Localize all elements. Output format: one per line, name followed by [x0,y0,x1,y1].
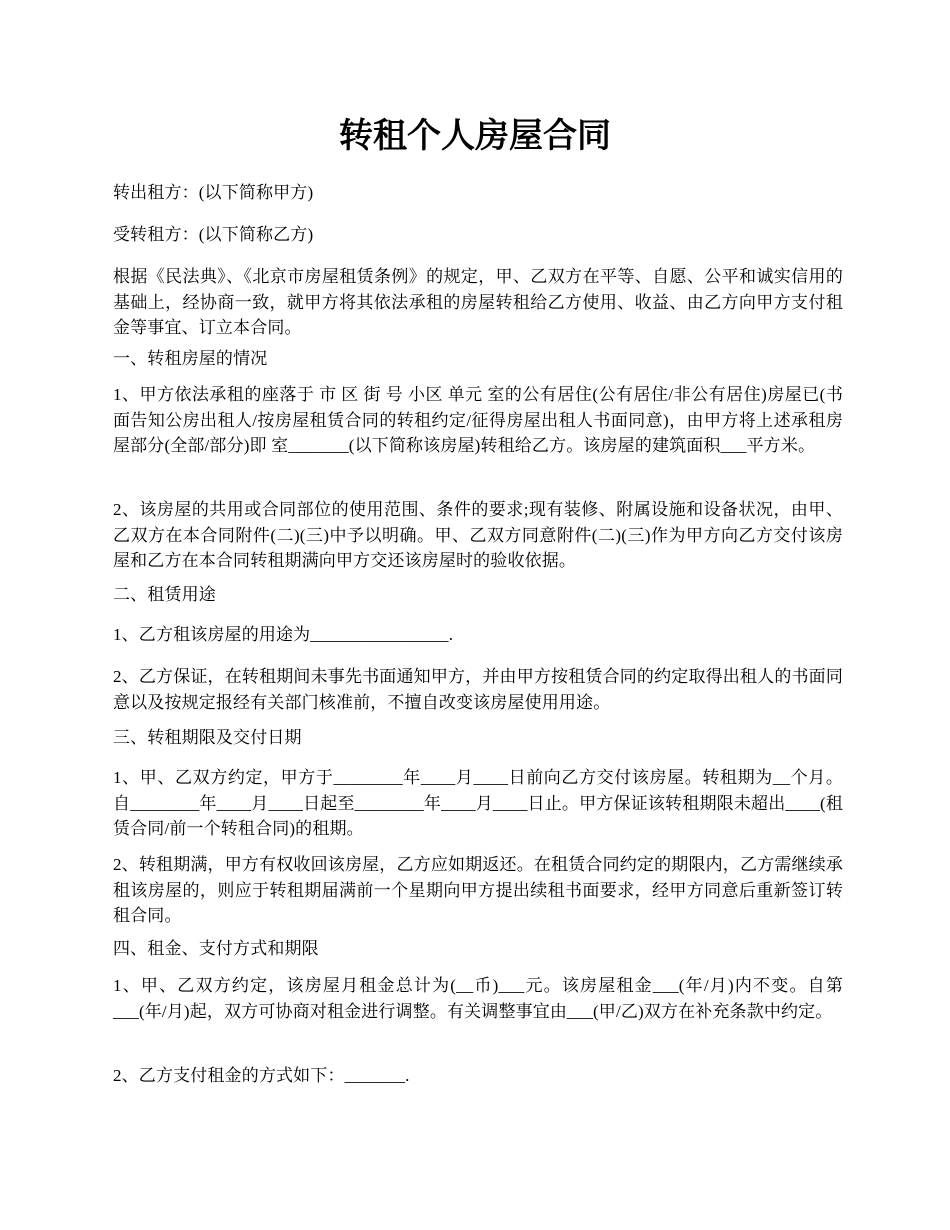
clause-3-2: 2、转租期满，甲方有权收回该房屋，乙方应如期返还。在租赁合同约定的期限内，乙方需继续承租该房屋的，则应于转租期届满前一个星期向甲方提出续租书面要求，经甲方同意后重新签订转租合同。 [113,855,843,925]
section-heading-1: 一、转租房屋的情况 [113,349,268,368]
clause-4-2: 2、乙方支付租金的方式如下：_______. [113,1066,410,1085]
section-heading-3: 三、转租期限及交付日期 [113,728,302,747]
clause-2-1: 1、乙方租该房屋的用途为________________. [113,625,454,644]
clause-1-1: 1、甲方依法承租的座落于 市 区 街 号 小区 单元 室的公有居住(公有居住/非公有居住)房屋已(书面告知公房出租人/按房屋租赁合同的转租约定/征得房屋出租人书面同意)，由甲方将上述承租房屋部分(全部/部分)即 室_______(以下简称该房屋)转租给乙方。该房屋的建筑面积___平方米。 [113,385,843,455]
clause-2-2: 2、乙方保证，在转租期间未事先书面通知甲方，并由甲方按租赁合同的约定取得出租人的书面同意以及按规定报经有关部门核准前，不擅自改变该房屋使用用途。 [113,667,843,712]
document-title: 转租个人房屋合同 [339,116,611,156]
clause-4-1: 1、甲、乙双方约定，该房屋月租金总计为(__币)___元。该房屋租金___(年/月)内不变。自第___(年/月)起，双方可协商对租金进行调整。有关调整事宜由___(甲/乙)双方在补充条款中约定。 [113,976,843,1021]
party-b-line: 受转租方：(以下简称乙方) [113,225,314,244]
preamble-paragraph: 根据《民法典》、《北京市房屋租赁条例》的规定，甲、乙双方在平等、自愿、公平和诚实信用的基础上，经协商一致，就甲方将其依法承租的房屋转租给乙方使用、收益、由乙方向甲方支付租金等事宜、订立本合同。 [113,267,843,337]
clause-1-2: 2、该房屋的共用或合同部位的使用范围、条件的要求;现有装修、附属设施和设备状况，由甲、乙双方在本合同附件(二)(三)中予以明确。甲、乙双方同意附件(二)(三)作为甲方向乙方交付该房屋和乙方在本合同转租期满向甲方交还该房屋时的验收依据。 [113,500,843,570]
section-heading-4: 四、租金、支付方式和期限 [113,939,319,958]
party-a-line: 转出租方：(以下简称甲方) [113,183,314,202]
clause-3-1: 1、甲、乙双方约定，甲方于________年____月____日前向乙方交付该房屋。转租期为__个月。自________年____月____日起至________年____月____日止。甲方保证该转租期限未超出____(租赁合同/前一个转租合同)的租期。 [113,768,843,838]
section-heading-2: 二、租赁用途 [113,585,216,604]
